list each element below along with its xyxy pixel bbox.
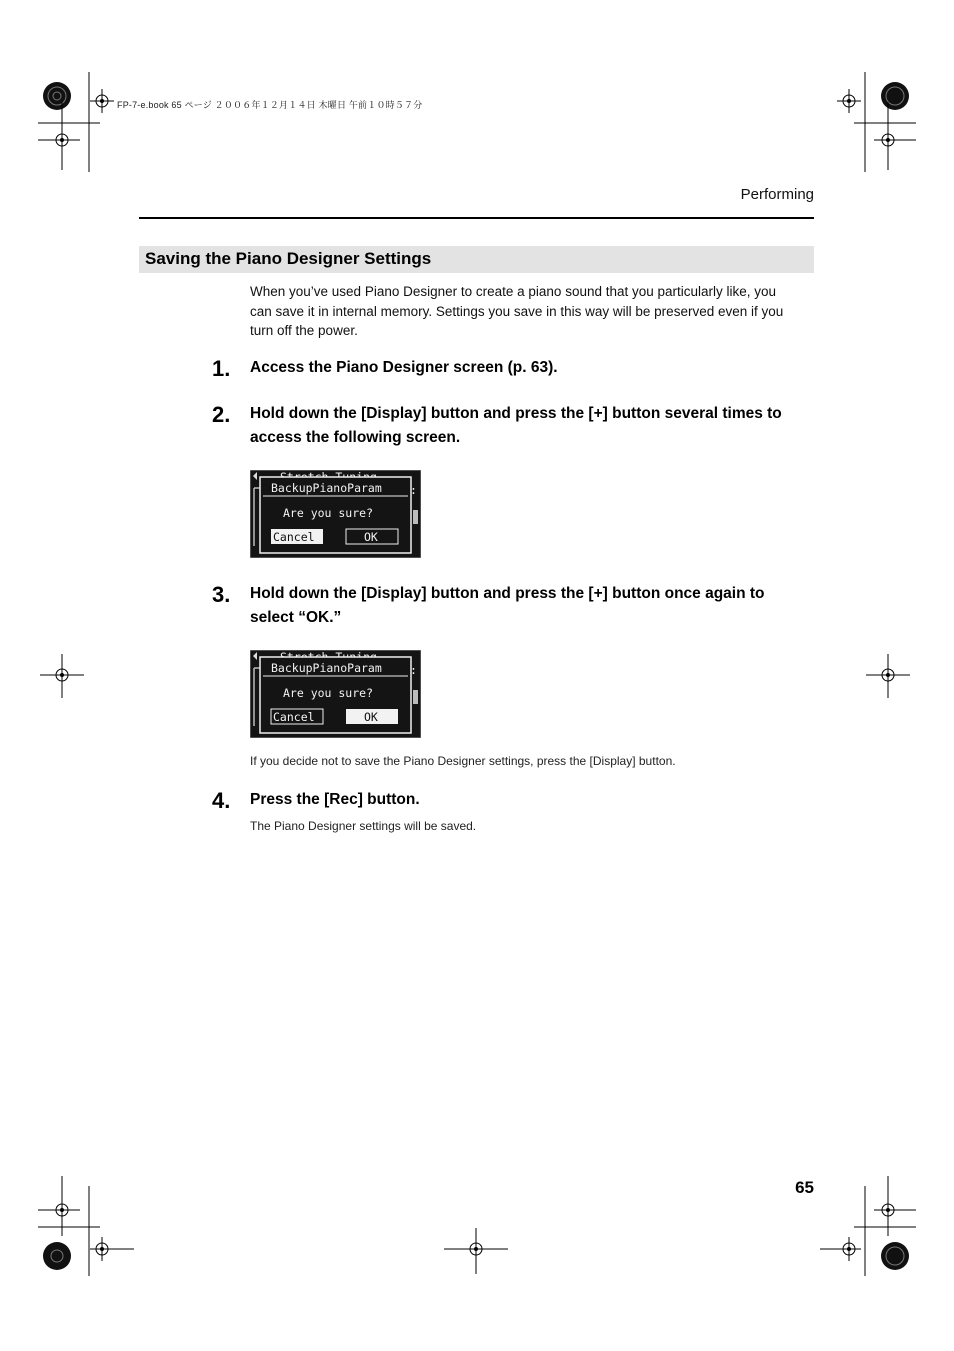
- step-number: 2.: [212, 402, 231, 427]
- step-number: 4.: [212, 788, 231, 813]
- registration-mark-mid-right: [866, 654, 910, 698]
- step-number: 3.: [212, 582, 231, 607]
- step-text: Hold down the [Display] button and press the [+] button once again to select “OK.”: [250, 585, 765, 626]
- page-number: 65: [795, 1178, 814, 1197]
- file-info: FP-7-e.book 65 ページ ２００６年１２月１４日 木曜日 午前１０時５７分: [117, 100, 423, 110]
- step-text: Press the [Rec] button.: [250, 791, 420, 808]
- note-cancel-save: If you decide not to save the Piano Designer settings, press the [Display] button.: [250, 754, 676, 768]
- lcd-title: BackupPianoParam: [271, 661, 382, 675]
- intro-paragraph: When you’ve used Piano Designer to create a piano sound that you particularly like, you can save it in internal memory. Settings you save in this way will be preserved even if you turn off the power.: [250, 284, 784, 338]
- step-number: 1.: [212, 356, 231, 381]
- header-rule: [139, 217, 814, 219]
- registration-mark-top-right: [816, 72, 926, 182]
- svg-text::: :: [410, 663, 417, 677]
- registration-mark-bottom-right: [816, 1176, 926, 1286]
- registration-mark-bottom-left: [28, 1176, 138, 1286]
- lcd-cancel-option: Cancel: [273, 710, 315, 724]
- lcd-ok-option: OK: [364, 710, 378, 724]
- lcd-prompt: Are you sure?: [283, 506, 374, 520]
- note-settings-saved: The Piano Designer settings will be saved.: [250, 819, 477, 833]
- running-head: Performing: [740, 186, 814, 203]
- lcd-screen-cancel-selected: [250, 470, 421, 558]
- svg-text::: :: [410, 483, 417, 497]
- registration-mark-mid-left: [40, 654, 84, 698]
- step-text: Access the Piano Designer screen (p. 63).: [250, 359, 558, 376]
- lcd-title: BackupPianoParam: [271, 481, 382, 495]
- lcd-ok-option: OK: [364, 530, 378, 544]
- lcd-prompt: Are you sure?: [283, 686, 374, 700]
- registration-mark-top-left: [28, 72, 138, 182]
- step-text: Hold down the [Display] button and press the [+] button several times to access the following screen.: [250, 405, 782, 446]
- registration-mark-bottom-center: [444, 1228, 510, 1274]
- lcd-screen-ok-selected: [250, 650, 421, 738]
- lcd-cancel-option: Cancel: [273, 530, 315, 544]
- section-title: Saving the Piano Designer Settings: [145, 249, 432, 268]
